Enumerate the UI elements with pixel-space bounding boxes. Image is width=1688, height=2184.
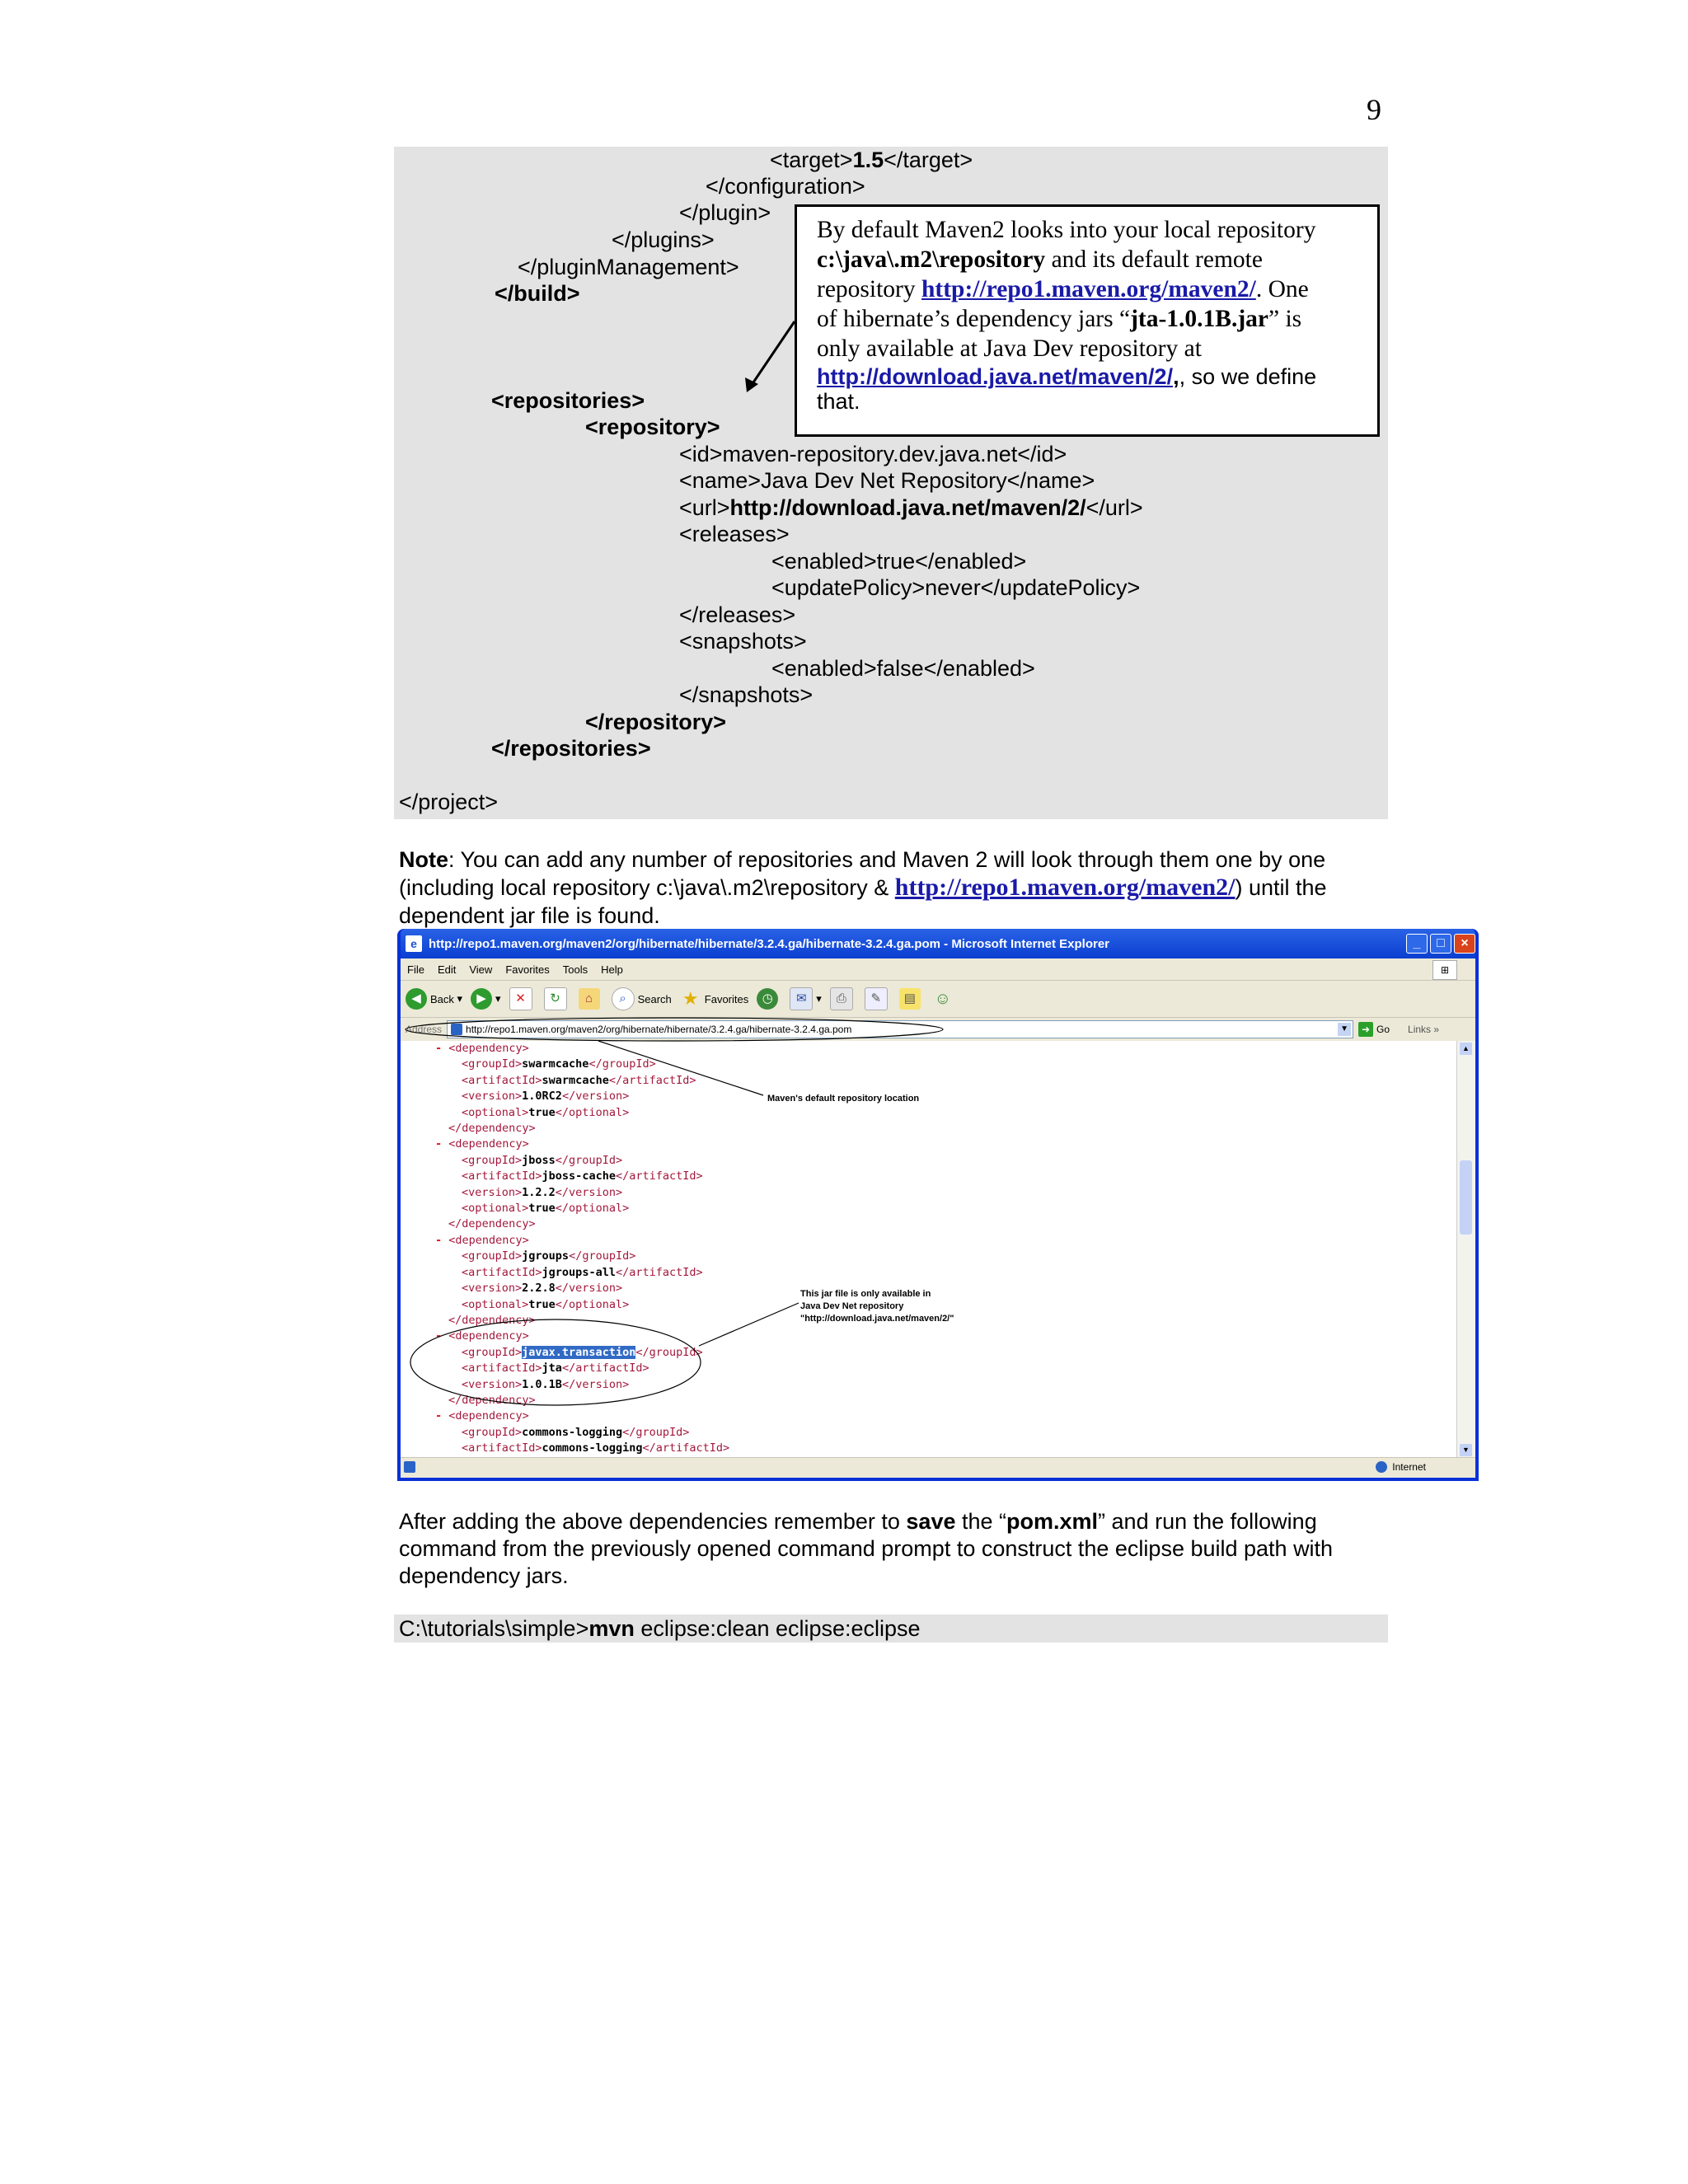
code-line-repositories-open: <repositories> (491, 388, 645, 413)
note-line-3: dependent jar file is found. (399, 903, 660, 928)
command-block (394, 1615, 1388, 1643)
security-zone: Internet (1376, 1461, 1426, 1473)
scroll-down-icon[interactable]: ▼ (1460, 1444, 1472, 1456)
ie-client-area (401, 958, 1475, 1478)
address-url: http://repo1.maven.org/maven2/org/hibernate/hibernate/3.2.4.ga/hibernate-3.2.4.ga.pom (466, 1024, 852, 1035)
refresh-icon: ↻ (544, 987, 567, 1010)
ie-browser-window (397, 929, 1479, 1481)
xml-line: </dependency> (448, 1314, 536, 1327)
code-line-repositories-close: </repositories> (491, 736, 651, 761)
code-line-plugins-close: </plugins> (612, 227, 715, 252)
code-line-id: <id>maven-repository.dev.java.net</id> (679, 442, 1067, 466)
code-line-releases-close: </releases> (679, 602, 796, 627)
code-line-snapshots-open: <snapshots> (679, 629, 807, 654)
forward-arrow-icon: ▶ (471, 988, 492, 1010)
links-button[interactable]: Links » (1408, 1024, 1440, 1035)
chevron-down-icon[interactable]: ▼ (1338, 1023, 1351, 1036)
note-line-2: (including local repository c:\java\.m2\repository & http://repo1.maven.org/maven2/) until the (399, 874, 1327, 901)
xml-line: <groupId>commons-logging</groupId> (462, 1426, 690, 1439)
xml-line: <artifactId>swarmcache</artifactId> (462, 1074, 696, 1087)
menu-tools[interactable]: Tools (562, 963, 588, 976)
messenger-icon: ☺ (934, 990, 951, 1008)
maximize-button[interactable]: □ (1430, 934, 1451, 954)
mail-button[interactable]: ✉ ▾ (790, 987, 822, 1010)
xml-line: <artifactId>jboss-cache</artifactId> (462, 1169, 703, 1183)
home-icon: ⌂ (579, 988, 600, 1010)
code-line-snapshots-enabled: <enabled>false</enabled> (771, 656, 1035, 681)
print-icon: ⎙ (830, 987, 853, 1010)
code-line-url: <url>http://download.java.net/maven/2/</url> (679, 495, 1143, 520)
code-line-releases-enabled: <enabled>true</enabled> (771, 549, 1027, 574)
code-line-pluginmanagement-close: </pluginManagement> (518, 255, 739, 279)
menu-help[interactable]: Help (601, 963, 623, 976)
callout-line: that. (817, 389, 860, 414)
code-line-plugin-close: </plugin> (679, 200, 771, 225)
address-label: Address (406, 1024, 443, 1035)
xml-line: - <dependency> (435, 1137, 529, 1151)
menu-view[interactable]: View (469, 963, 493, 976)
favorites-button[interactable]: ★ Favorites (680, 988, 748, 1010)
xml-line: <groupId>jgroups</groupId> (462, 1249, 636, 1263)
edit-icon: ✎ (865, 987, 888, 1010)
ie-title-bar (401, 929, 1475, 958)
vertical-scrollbar[interactable] (1456, 1041, 1475, 1458)
code-line-project-close: </project> (399, 790, 499, 814)
scroll-thumb[interactable] (1460, 1160, 1472, 1235)
menu-file[interactable]: File (407, 963, 424, 976)
xml-line: </dependency> (448, 1394, 536, 1407)
ie-logo-icon: e (406, 935, 422, 952)
xml-line: </dependency> (448, 1122, 536, 1135)
xml-line: - <dependency> (435, 1409, 529, 1422)
after-line-1: After adding the above dependencies remember to save the “pom.xml” and run the following (399, 1509, 1317, 1534)
code-line-repository-open: <repository> (585, 415, 720, 439)
go-button[interactable]: ➜ Go (1358, 1022, 1390, 1037)
repo1-link-note[interactable]: http://repo1.maven.org/maven2/ (894, 874, 1236, 901)
callout-line: only available at Java Dev repository at (817, 335, 1202, 362)
xml-line: </dependency> (448, 1217, 536, 1230)
after-line-3: dependency jars. (399, 1563, 569, 1588)
back-button[interactable]: ◀ Back ▾ (406, 988, 462, 1010)
search-icon: ⌕ (612, 987, 635, 1010)
close-button[interactable]: × (1454, 934, 1475, 954)
xml-line: <artifactId>jgroups-all</artifactId> (462, 1266, 703, 1279)
status-bar (401, 1457, 1475, 1478)
windows-logo-icon: ⊞ (1432, 960, 1457, 980)
xml-line: <optional>true</optional> (462, 1106, 630, 1119)
xml-line: - <dependency> (435, 1234, 529, 1247)
annotation-jta: This jar file is only available in Java Dev Net repository "http://download.java.net/maven/2/" (800, 1289, 954, 1324)
globe-icon (1376, 1461, 1387, 1473)
command-line: C:\tutorials\simple>mvn eclipse:clean eclipse:eclipse (399, 1616, 921, 1641)
code-line-snapshots-close: </snapshots> (679, 682, 814, 707)
xml-line: <groupId>swarmcache</groupId> (462, 1057, 656, 1071)
code-line-configuration-close: </configuration> (706, 174, 865, 199)
xml-line: <groupId>jboss</groupId> (462, 1154, 623, 1167)
after-line-2: command from the previously opened command prompt to construct the eclipse build path with (399, 1536, 1334, 1561)
code-line-name: <name>Java Dev Net Repository</name> (679, 468, 1095, 493)
minimize-button[interactable]: _ (1406, 934, 1428, 954)
highlighted-group-id: javax.transaction (522, 1346, 636, 1359)
callout-line: c:\java\.m2\repository and its default remote (817, 246, 1263, 273)
note-line-1: Note: You can add any number of repositories and Maven 2 will look through them one by one (399, 847, 1326, 872)
xml-line: - <dependency> (435, 1329, 529, 1343)
code-line-releases-open: <releases> (679, 522, 790, 546)
callout-line: repository http://repo1.maven.org/maven2/. One (817, 276, 1309, 302)
xml-line: <artifactId>commons-logging</artifactId> (462, 1441, 730, 1455)
history-icon: ◷ (757, 988, 778, 1010)
xml-line: <version>1.0.1B</version> (462, 1378, 630, 1391)
xml-content-view (401, 1041, 1457, 1458)
menu-edit[interactable]: Edit (437, 963, 457, 976)
annotation-default-repo: Maven's default repository location (767, 1094, 920, 1104)
repo1-link[interactable]: http://repo1.maven.org/maven2/ (921, 276, 1256, 302)
window-title: http://repo1.maven.org/maven2/org/hibernate/hibernate/3.2.4.ga/hibernate-3.2.4.ga.pom - Microsoft Internet Explorer (429, 936, 1110, 951)
stop-icon: ✕ (509, 987, 532, 1010)
callout-line: of hibernate’s dependency jars “jta-1.0.1B.jar” is (817, 306, 1302, 332)
page-number: 9 (1367, 93, 1381, 126)
scroll-up-icon[interactable]: ▲ (1460, 1043, 1472, 1055)
mail-icon: ✉ (790, 987, 813, 1010)
callout-line: http://download.java.net/maven/2/,, so we define (817, 364, 1317, 389)
code-line-repository-close: </repository> (585, 710, 727, 734)
callout-line: By default Maven2 looks into your local repository (817, 217, 1316, 243)
search-button[interactable]: ⌕ Search (612, 987, 672, 1010)
page-status-icon (404, 1461, 415, 1473)
xml-line: <optional>true</optional> (462, 1202, 630, 1215)
go-arrow-icon: ➜ (1358, 1022, 1373, 1037)
discuss-icon: ▤ (899, 988, 921, 1010)
back-arrow-icon: ◀ (406, 988, 427, 1010)
xml-line: <groupId>javax.transaction</groupId> (462, 1346, 703, 1359)
xml-line: - <dependency> (435, 1042, 529, 1055)
java-net-link[interactable]: http://download.java.net/maven/2/ (817, 364, 1174, 389)
code-line-update-policy: <updatePolicy>never</updatePolicy> (771, 575, 1141, 600)
xml-line: <optional>true</optional> (462, 1298, 630, 1311)
forward-button[interactable]: ▶ ▾ (471, 988, 501, 1010)
xml-line: <version>1.0RC2</version> (462, 1090, 630, 1103)
star-icon: ★ (682, 988, 699, 1009)
xml-line: <version>2.2.8</version> (462, 1282, 623, 1295)
xml-line: <artifactId>jta</artifactId> (462, 1361, 649, 1375)
code-line-build-close: </build> (495, 281, 580, 306)
address-highlight-ellipse (401, 958, 1475, 1074)
code-line-target: <target>1.5</target> (770, 148, 973, 172)
xml-line: <version>1.2.2</version> (462, 1186, 623, 1199)
annotation-shapes (401, 1041, 1439, 1458)
menu-favorites[interactable]: Favorites (505, 963, 550, 976)
